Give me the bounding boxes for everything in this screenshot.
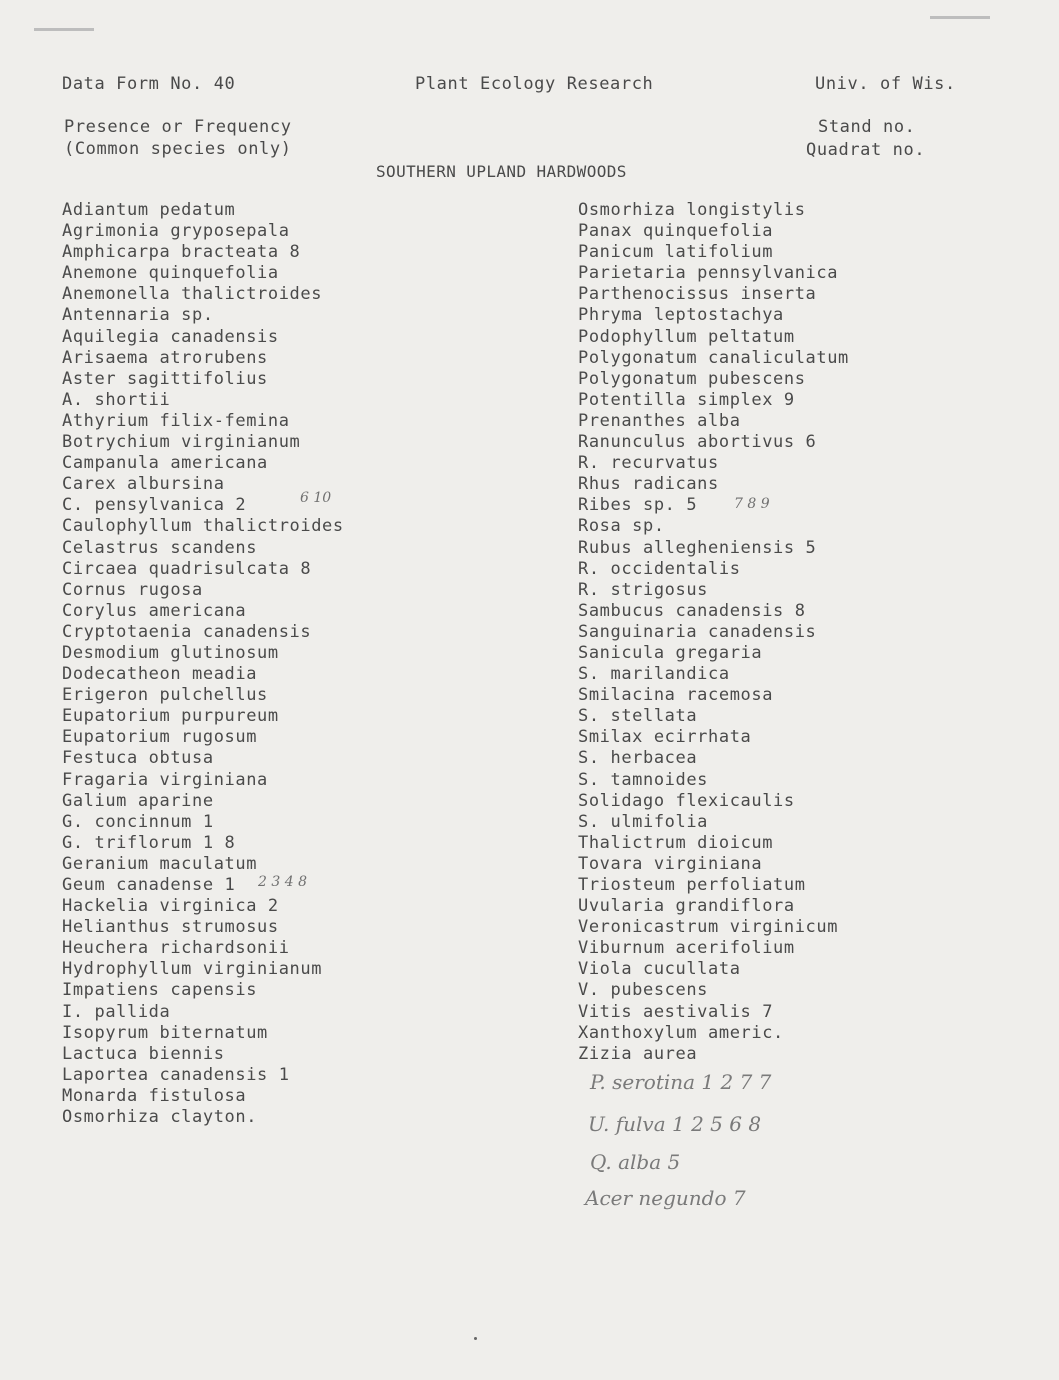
species-entry: Helianthus strumosus <box>62 917 279 938</box>
species-entry: Solidago flexicaulis <box>578 790 795 811</box>
species-entry: R. occidentalis <box>578 558 741 579</box>
species-entry: Osmorhiza longistylis <box>578 200 806 220</box>
geum-handwritten-numbers: 2 3 4 8 <box>258 874 307 890</box>
species-entry: A. shortii <box>62 389 171 410</box>
carex-handwritten-numbers: 6 10 <box>300 490 332 506</box>
species-entry: Aster sagittifolius <box>62 368 268 389</box>
species-entry: Botrychium virginianum <box>62 432 301 453</box>
species-entry: Veronicastrum virginicum <box>578 917 839 938</box>
species-entry: Rubus allegheniensis 5 <box>578 537 817 558</box>
species-entry: Rosa sp. <box>578 516 665 537</box>
species-entry: Caulophyllum thalictroides <box>62 516 344 537</box>
species-entry: Carex albursina <box>62 474 225 495</box>
species-entry: R. strigosus <box>578 579 709 600</box>
species-entry: I. pallida <box>62 1001 171 1022</box>
species-entry: Rhus radicans <box>578 474 719 495</box>
species-entry: Ribes sp. 5 <box>578 495 698 516</box>
species-entry: Ranunculus abortivus 6 <box>578 432 817 453</box>
species-entry: S. ulmifolia <box>578 811 709 832</box>
species-entry: Anemonella thalictroides <box>62 284 323 305</box>
species-entry: Geranium maculatum <box>62 853 258 874</box>
page-dot <box>474 1337 477 1340</box>
species-entry: Eupatorium purpureum <box>62 706 279 727</box>
species-entry: Circaea quadrisulcata 8 <box>62 558 312 579</box>
species-entry: S. tamnoides <box>578 769 709 790</box>
species-entry: Geum canadense 1 <box>62 875 236 895</box>
right-species-list <box>578 200 849 1065</box>
species-entry: G. triflorum 1 8 <box>62 832 236 853</box>
species-entry: Laportea canadensis 1 <box>62 1064 290 1085</box>
species-entry: Campanula americana <box>62 453 268 474</box>
species-entry: Corylus americana <box>62 600 247 621</box>
species-entry: Desmodium glutinosum <box>62 642 279 663</box>
species-entry: Sanicula gregaria <box>578 642 763 663</box>
species-entry: Cryptotaenia canadensis <box>62 621 312 642</box>
species-entry: Sambucus canadensis 8 <box>578 600 806 621</box>
species-entry: Galium aparine <box>62 790 214 811</box>
species-entry: Aquilegia canadensis <box>62 326 279 347</box>
species-entry: Polygonatum pubescens <box>578 368 806 389</box>
species-entry: Vitis aestivalis 7 <box>578 1001 774 1022</box>
species-entry: Triosteum perfoliatum <box>578 875 806 895</box>
species-entry: Agrimonia gryposepala <box>62 221 290 242</box>
species-entry: Panicum latifolium <box>578 242 774 263</box>
species-entry: Viola cucullata <box>578 959 741 980</box>
university: Univ. of Wis. <box>815 74 956 94</box>
common-species-label: (Common species only) <box>64 139 292 159</box>
species-entry: Amphicarpa bracteata 8 <box>62 242 301 263</box>
species-entry: Zizia aurea <box>578 1043 698 1064</box>
species-entry: Xanthoxylum americ. <box>578 1022 784 1043</box>
species-entry: Hackelia virginica 2 <box>62 896 279 917</box>
species-entry: Lactuca biennis <box>62 1043 225 1064</box>
species-entry: Thalictrum dioicum <box>578 832 774 853</box>
species-entry: Heuchera richardsonii <box>62 938 290 959</box>
species-entry: S. marilandica <box>578 664 730 685</box>
ribes-handwritten-numbers: 7 8 9 <box>734 496 770 512</box>
species-entry: Prenanthes alba <box>578 410 741 431</box>
species-entry: Phryma leptostachya <box>578 305 784 326</box>
species-entry: Adiantum pedatum <box>62 200 236 220</box>
left-species-list <box>62 200 344 1128</box>
species-entry: Polygonatum canaliculatum <box>578 347 849 368</box>
species-entry: Smilax ecirrhata <box>578 727 752 748</box>
species-entry: S. herbacea <box>578 748 698 769</box>
species-entry: Smilacina racemosa <box>578 685 774 706</box>
species-entry: Arisaema atrorubens <box>62 347 268 368</box>
species-entry: Dodecatheon meadia <box>62 664 258 685</box>
species-entry: Osmorhiza clayton. <box>62 1107 258 1128</box>
handwritten-note-3: Q. alba 5 <box>590 1150 681 1174</box>
species-entry: Cornus rugosa <box>62 579 203 600</box>
species-entry: Sanguinaria canadensis <box>578 621 817 642</box>
species-entry: Fragaria virginiana <box>62 769 268 790</box>
species-entry: V. pubescens <box>578 980 709 1001</box>
corner-mark-right <box>930 16 990 19</box>
species-entry: C. pensylvanica 2 <box>62 495 247 516</box>
species-entry: Parietaria pennsylvanica <box>578 263 839 284</box>
project-title: Plant Ecology Research <box>415 74 654 94</box>
species-entry: Tovara virginiana <box>578 853 763 874</box>
handwritten-note-4: Acer negundo 7 <box>585 1186 746 1210</box>
species-entry: Podophyllum peltatum <box>578 326 795 347</box>
form-number: Data Form No. 40 <box>62 74 236 94</box>
species-entry: Isopyrum biternatum <box>62 1022 268 1043</box>
stand-label: Stand no. <box>818 117 916 137</box>
species-entry: Erigeron pulchellus <box>62 685 268 706</box>
species-entry: Eupatorium rugosum <box>62 727 258 748</box>
species-entry: Hydrophyllum virginianum <box>62 959 323 980</box>
quadrat-label: Quadrat no. <box>806 140 926 160</box>
species-entry: Athyrium filix-femina <box>62 410 290 431</box>
species-entry: Festuca obtusa <box>62 748 214 769</box>
species-entry: R. recurvatus <box>578 453 719 474</box>
species-entry: S. stellata <box>578 706 698 727</box>
species-entry: Viburnum acerifolium <box>578 938 795 959</box>
species-entry: G. concinnum 1 <box>62 811 214 832</box>
species-entry: Antennaria sp. <box>62 305 214 326</box>
presence-label: Presence or Frequency <box>64 117 292 137</box>
community-title: SOUTHERN UPLAND HARDWOODS <box>376 162 627 181</box>
handwritten-note-1: P. serotina 1 2 7 7 <box>590 1070 772 1094</box>
corner-mark-left <box>34 28 94 31</box>
species-entry: Impatiens capensis <box>62 980 258 1001</box>
species-entry: Uvularia grandiflora <box>578 896 795 917</box>
species-entry: Monarda fistulosa <box>62 1085 247 1106</box>
species-entry: Panax quinquefolia <box>578 221 774 242</box>
species-entry: Parthenocissus inserta <box>578 284 817 305</box>
species-entry: Anemone quinquefolia <box>62 263 279 284</box>
handwritten-note-2: U. fulva 1 2 5 6 8 <box>588 1112 762 1136</box>
species-entry: Celastrus scandens <box>62 537 258 558</box>
species-entry: Potentilla simplex 9 <box>578 389 795 410</box>
